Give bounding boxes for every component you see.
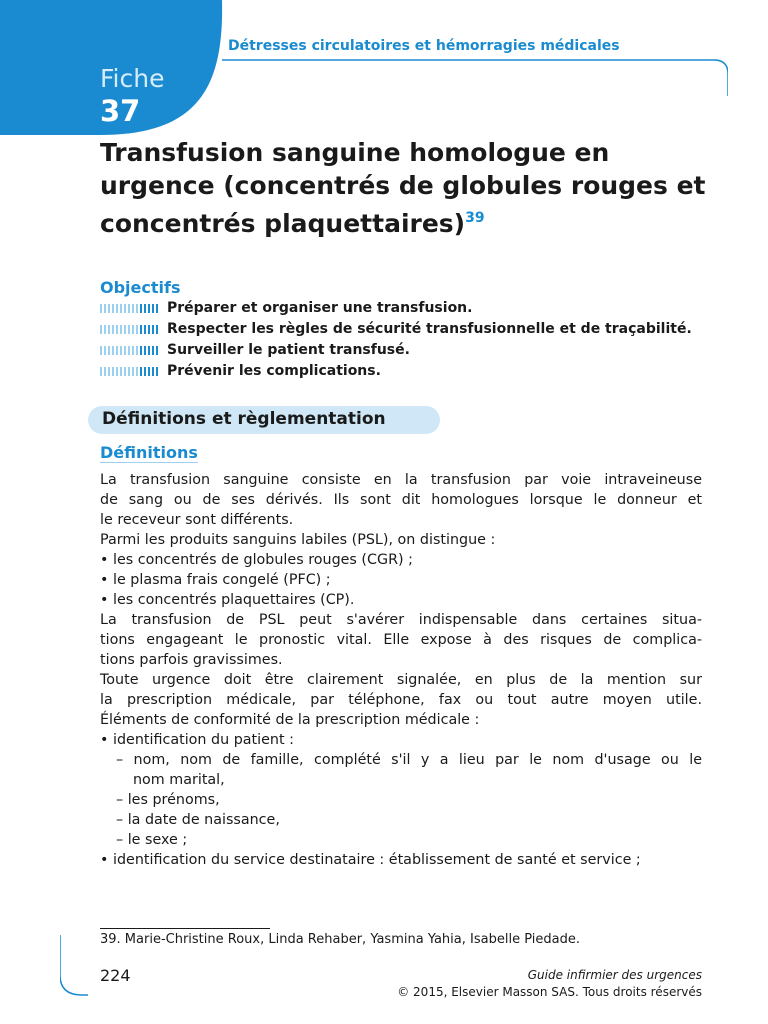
tick-bar-icon [100,325,160,334]
bullet-item: • les concentrés plaquettaires (CP). [100,592,355,608]
body-line: La transfusion sanguine consiste en la transfusion par voie intraveineuse [100,472,702,488]
footnote-rule [100,928,270,929]
page-title [100,136,710,240]
dash-item-continuation: nom marital, [133,772,225,788]
bullet-item: • le plasma frais congelé (PFC) ; [100,572,331,588]
subsection-heading: Définitions [100,443,198,462]
objective-item [100,340,692,361]
running-head: Détresses circulatoires et hémorragies médicales [228,38,620,54]
dash-item: – nom, nom de famille, complété s'il y a lieu par le nom d'usage ou le [116,752,702,768]
objective-item [100,319,692,340]
dash-item: – la date de naissance, [116,812,280,828]
tick-bar-icon [100,304,160,313]
objective-text: Surveiller le patient transfusé. [167,342,410,358]
fiche-label: Fiche [100,64,165,93]
body-text [100,470,702,870]
dash-item: – les prénoms, [116,792,220,808]
bullet-item: • identification du patient : [100,732,294,748]
body-line: tions engageant le pronostic vital. Elle expose à des risques de complica- [100,632,702,648]
page-title-text: Transfusion sanguine homologue en urgence (concentrés de globules rouges et concentrés plaquettaires) [100,138,706,238]
tick-bar-icon [100,367,160,376]
body-line: Éléments de conformité de la prescription médicale : [100,712,480,728]
objective-text: Respecter les règles de sécurité transfusionnelle et de traçabilité. [167,321,692,337]
fiche-number: 37 [100,94,141,128]
body-line: de sang ou de ses dérivés. Ils sont dit homologues lorsque le donneur et [100,492,702,508]
title-footnote-ref[interactable]: 39 [465,210,485,226]
page-number: 224 [100,966,131,985]
objectives-heading: Objectifs [100,278,181,297]
copyright: © 2015, Elsevier Masson SAS. Tous droits réservés [397,985,702,999]
footnote: 39. Marie-Christine Roux, Linda Rehaber, Yasmina Yahia, Isabelle Piedade. [100,932,580,947]
tick-bar-icon [100,346,160,355]
body-line: tions parfois gravissimes. [100,652,283,668]
objectives-list [100,298,692,382]
body-line: la prescription médicale, par téléphone, fax ou tout autre moyen utile. [100,692,702,708]
bullet-item: • les concentrés de globules rouges (CGR) ; [100,552,413,568]
body-line: La transfusion de PSL peut s'avérer indispensable dans certaines situa- [100,612,702,628]
body-line: Toute urgence doit être clairement signalée, en plus de la mention sur [100,672,702,688]
objective-text: Prévenir les complications. [167,363,381,379]
bullet-item: • identification du service destinataire : établissement de santé et service ; [100,852,641,868]
dash-item: – le sexe ; [116,832,188,848]
objective-item [100,298,692,319]
objective-item [100,361,692,382]
body-line: le receveur sont différents. [100,512,294,528]
section-title: Définitions et règlementation [102,409,386,429]
objective-text: Préparer et organiser une transfusion. [167,300,473,316]
book-title: Guide infirmier des urgences [527,968,702,982]
body-line: Parmi les produits sanguins labiles (PSL), on distingue : [100,532,496,548]
